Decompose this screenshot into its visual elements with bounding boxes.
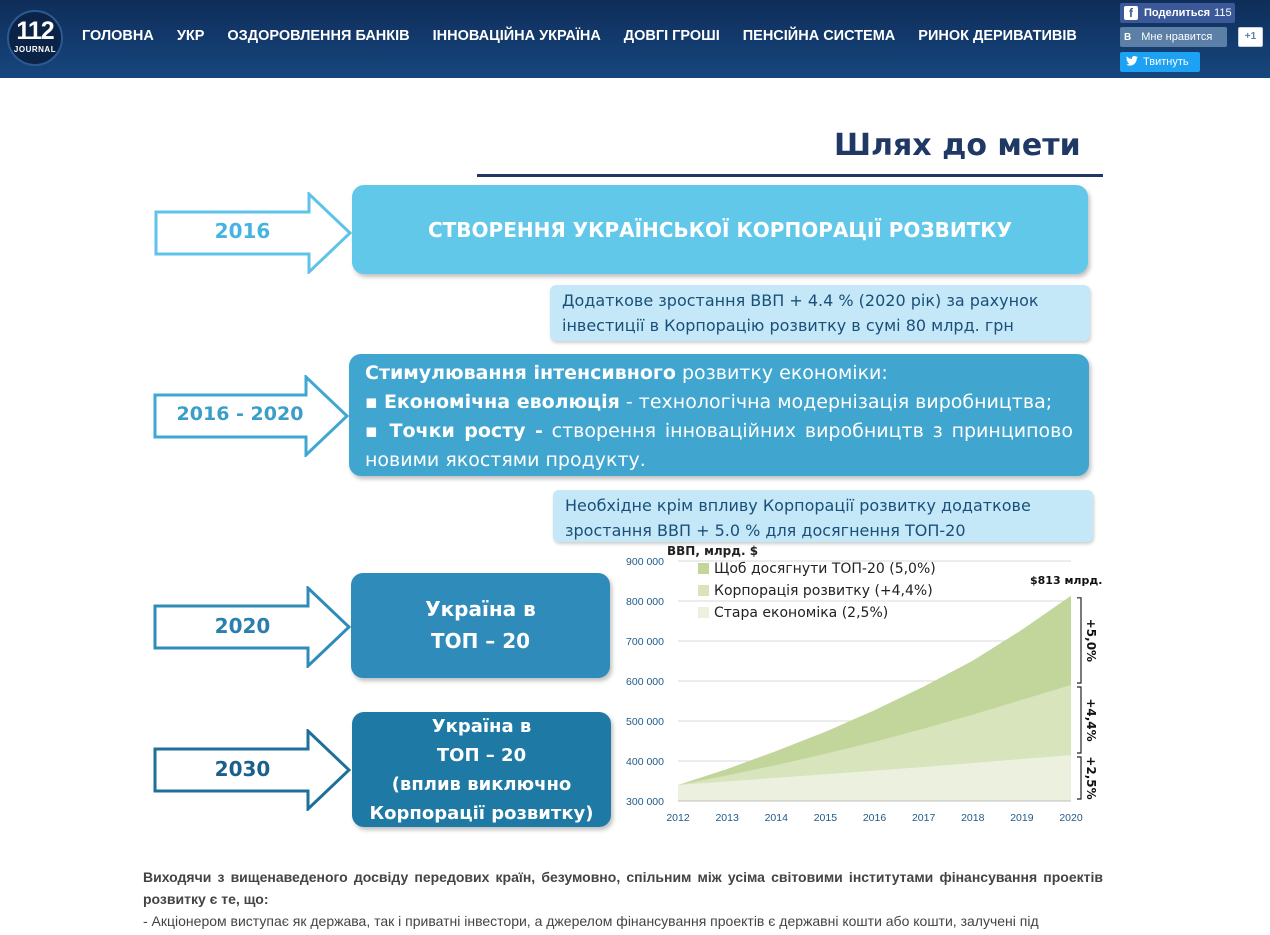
box4-line: (вплив виключно	[391, 774, 572, 795]
chart-x-tick-label: 2014	[764, 812, 788, 824]
facebook-share-button[interactable]	[1120, 3, 1235, 23]
box2-line1: Стимулювання інтенсивного розвитку економіки:	[365, 362, 888, 384]
vk-like-count: +1	[1238, 27, 1263, 47]
chart-x-tick-label: 2012	[666, 812, 690, 824]
box3-line: ТОП – 20	[430, 629, 531, 653]
chart-y-tick-label: 600 000	[626, 676, 664, 688]
chart-x-tick-label: 2013	[715, 812, 739, 824]
chart-y-tick-label: 400 000	[626, 756, 664, 768]
article-paragraph-list-item: - Акціонером виступає як держава, так і приватні інвестори, а джерелом фінансування проектів є державні кошти або кошти, залучені під	[143, 913, 1039, 929]
facebook-share-count: 115	[1214, 7, 1232, 19]
vk-like-button[interactable]	[1120, 27, 1227, 47]
chart-x-tick-label: 2019	[1010, 812, 1034, 824]
site-logo[interactable]	[7, 10, 63, 66]
chart-y-tick-label: 300 000	[626, 796, 664, 808]
nav-banks[interactable]: ОЗДОРОВЛЕННЯ БАНКІВ	[227, 28, 410, 44]
chart-y-tick-label: 700 000	[626, 636, 664, 648]
logo-number: 112	[16, 17, 54, 45]
twitter-tweet-label: Твитнуть	[1143, 56, 1189, 68]
box4-line: Корпорації розвитку)	[369, 803, 594, 824]
step-box-intensive-development	[349, 354, 1089, 476]
chart-x-tick-label: 2015	[813, 812, 838, 824]
vk-icon: B	[1124, 31, 1132, 43]
arrow-label-2016-2020: 2016 - 2020	[176, 403, 304, 425]
chart-brace-5-0-label: +5,0%	[1084, 618, 1098, 663]
title-underline	[477, 174, 1103, 177]
chart-x-tick-label: 2020	[1059, 812, 1083, 824]
chart-y-tick-label: 900 000	[626, 556, 664, 568]
chart-legend-label: Щоб досягнути ТОП-20 (5,0%)	[714, 561, 936, 577]
note-gdp-growth-5-0: Необхідне крім впливу Корпорації розвитку додаткове зростання ВВП + 5.0 % для досягнення ТОП-20	[553, 490, 1093, 542]
chart-x-tick-label: 2018	[961, 812, 985, 824]
box2-line3: ▪ Точки росту - створення інноваційних виробництв з принципово новими якостями продукту.	[365, 420, 1073, 471]
nav-home[interactable]: ГОЛОВНА	[82, 28, 154, 44]
box3-line: Україна в	[425, 597, 536, 621]
slide-title: Шлях до мети	[834, 128, 1081, 163]
site-header	[0, 0, 1270, 78]
chart-brace-2-5	[1077, 757, 1081, 799]
twitter-icon	[1126, 56, 1138, 69]
nav-pension[interactable]: ПЕНСІЙНА СИСТЕМА	[742, 28, 896, 44]
chart-brace-4-4-label: +4,4%	[1084, 698, 1098, 742]
step-box-top20-2020	[351, 573, 610, 678]
arrow-label-2030: 2030	[214, 757, 271, 781]
chart-legend-swatch	[698, 563, 709, 574]
nav-long-money[interactable]: ДОВГІ ГРОШІ	[623, 28, 720, 44]
arrow-label-2020: 2020	[214, 614, 271, 638]
arrow-label-2016: 2016	[214, 219, 271, 243]
chart-legend-label: Корпорація розвитку (+4,4%)	[714, 583, 933, 599]
twitter-tweet-button[interactable]	[1120, 52, 1200, 72]
chart-brace-2-5-label: +2,5%	[1084, 756, 1098, 800]
chart-brace-5-0	[1077, 598, 1081, 683]
article-paragraph-intro: Виходячи з вищенаведеного досвіду передових країн, безумовно, спільним між усіма світовими інститутами фінансування проектів розвитку є те, що:	[143, 869, 1103, 907]
chart-x-tick-label: 2017	[911, 812, 936, 824]
chart-total-label: $813 млрд.	[1030, 574, 1103, 587]
facebook-icon: f	[1124, 6, 1138, 20]
gdp-chart	[610, 540, 1110, 830]
note-gdp-growth-4-4: Додаткове зростання ВВП + 4.4 % (2020 рік) за рахунок інвестиції в Корпорацію розвитку в сумі 80 млрд. грн	[550, 285, 1090, 341]
chart-legend-swatch	[698, 585, 709, 596]
box4-line: ТОП – 20	[436, 745, 527, 766]
facebook-share-label: Поделиться	[1144, 7, 1211, 19]
chart-brace-4-4	[1077, 687, 1081, 753]
box4-line: Україна в	[431, 716, 532, 737]
nav-ukr[interactable]: УКР	[176, 28, 205, 44]
chart-y-tick-label: 500 000	[626, 716, 664, 728]
chart-legend-swatch	[698, 607, 709, 618]
chart-x-tick-label: 2016	[862, 812, 887, 824]
nav-derivatives[interactable]: РИНОК ДЕРИВАТИВІВ	[918, 28, 1077, 44]
chart-legend-label: Стара економіка (2,5%)	[714, 605, 889, 621]
chart-y-tick-label: 800 000	[626, 596, 664, 608]
box2-line2: ▪ Економічна еволюція - технологічна модернізація виробництва;	[365, 391, 1053, 413]
logo-sub: JOURNAL	[13, 45, 57, 54]
chart-ylabel: ВВП, млрд. $	[667, 544, 759, 558]
vk-like-label: Мне нравится	[1141, 31, 1213, 43]
nav-innovation[interactable]: ІННОВАЦІЙНА УКРАЇНА	[432, 28, 601, 44]
main-nav	[82, 28, 1100, 44]
step-box-top20-2030	[352, 712, 611, 827]
step-box-create-corporation: СТВОРЕННЯ УКРАЇНСЬКОЇ КОРПОРАЦІЇ РОЗВИТКУ	[352, 185, 1088, 274]
